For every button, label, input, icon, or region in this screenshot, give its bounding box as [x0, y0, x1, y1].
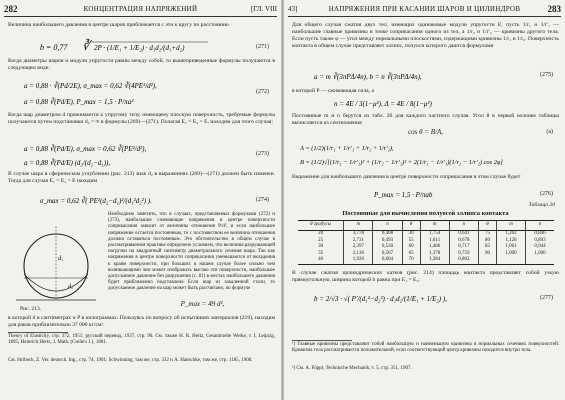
formula-n-delta — [292, 96, 559, 110]
table-cell — [526, 257, 554, 264]
right-running-head: НАПРЯЖЕНИЯ ПРИ КАСАНИИ ШАРОВ И ЦИЛИНДРОВ — [328, 5, 521, 13]
table-cell: 1,000 — [496, 251, 525, 258]
table-cell: 0,493 — [373, 238, 402, 245]
formula-cos-theta-text: cos θ = B/A, — [408, 128, 443, 136]
table-cell: 30 — [402, 231, 420, 238]
left-chapter-mark: [ГЛ. VIII — [250, 5, 277, 13]
table-row — [298, 251, 554, 258]
table-cell: 1,926 — [344, 257, 373, 264]
svg-text:a = m ∛(3πPΔ/4n), b = n ∛(3π: a = m ∛(3πPΔ/4n), b = n ∛(3πPΔ/4n), — [314, 73, 422, 81]
table-cell: 1,754 — [420, 231, 449, 238]
formula-pmax: P_max = 49 d², — [180, 300, 225, 308]
right-paragraph-2: в которой P — сжимающая сила, а — [292, 88, 374, 94]
table-cell: 2,731 — [344, 238, 373, 245]
right-section-mark: 43] — [288, 5, 298, 13]
svg-text:∛: ∛ — [82, 39, 90, 53]
left-footnote-1: Theory of Elasticity, стр. 372, 1951; русский перевод, 1937, стр. 96. См. также H. R. Hertz, Gesammelte Werke, т. I, Leipzig, 1895; Heinrich Hertz, J. Math. (Crelle's J.), 1881. — [8, 334, 275, 346]
table-cell: 2,136 — [344, 251, 373, 258]
fig-label-d1: d₁ — [58, 256, 64, 262]
table-cell: 70 — [402, 257, 420, 264]
left-formula-271-lead: Когда диаметры шаров и модули упругости равны между собой, то вышеприведенные формулы получаются в следующем виде: — [8, 58, 275, 71]
right-page — [284, 0, 565, 400]
table-cell: 0,802 — [449, 257, 478, 264]
table-cell: 1,000 — [526, 251, 554, 258]
table-cell: 40 — [298, 257, 344, 264]
left-footnote-2: См. Stribeck, Z. Ver. deutsch. Ing., стр. 74, 1901; Schwinning, там же, стр. 332 и A. Hanschke, там же, стр. 1185, 1908. — [8, 358, 253, 363]
table-cell: 0,759 — [449, 251, 478, 258]
left-paragraph-1: Величина наибольшего давления в центре шаров приближается с эти к кругу по расстоянию — [8, 22, 229, 28]
figure-213-ball-in-socket — [10, 216, 102, 308]
table-row — [298, 238, 554, 245]
left-running-head: КОНЦЕНТРАЦИЯ НАПРЯЖЕНИЙ — [83, 5, 198, 13]
right-paragraph-3: Постоянные m и n берутся из табл. 20 для каждого частного случая. Угол θ в первой колонке таблицы вычисляется из соотношения — [292, 113, 559, 126]
table-header-cell: θ градусы — [298, 221, 344, 231]
formula-276 — [292, 188, 559, 200]
table-cell: 1,611 — [420, 238, 449, 245]
table-cell: 25 — [318, 237, 324, 243]
svg-text:b = 0,77: b = 0,77 — [40, 43, 68, 52]
table-cell: 0,678 — [449, 238, 478, 245]
left-paragraph-3: В случае шара в сферическом углублении (рис. 213) знак d₂ в выражениях (269)—(271) должен быть изменен. Тогда для случая E₁ = E₂ = E находим — [8, 171, 275, 184]
table-cell: 75 — [478, 231, 496, 238]
table-cell: 0,944 — [526, 244, 554, 251]
left-paragraph-4: Необходимо заметить, что в случаях, представляемых формулами (272) и (273), наибольшие сжимающие напряжения в центре поверхности соприкасания зависят от величины отношения P/d², и если наибольшее напряжение остается постоянным, то с постоянством ее величина отношения должна оставаться постоянным. Это обстоятельство в общем случае в рассматриваемом практике определено условием, что величина разрушающей нагрузки на квадратный сантиметр диаметрального сечения шара. Так как напряжения в центре поверхности соприкасания уменьшаются от вкладения к краям поверхности, при больших в нашем случае более сильно чем возникающими чем может изображать высоко эти поверхности, наибольшее допускаемое давление без разрушения (с. 81) в местах наибольшего давления будет приближенно подставлено Если шар из закаленной стали, то допускаемое давление на шар может быть рассчитано, по формуле — [108, 212, 275, 292]
svg-text:a = 0,88 · ∛(Pd/2E), σ_max =: a = 0,88 · ∛(Pd/2E), σ_max = 0,62 ∛(4PE²/d²), — [24, 82, 157, 90]
table-cell: 60 — [402, 244, 420, 251]
formula-271-number: (271) — [256, 44, 269, 50]
table-cell: 1,061 — [496, 244, 525, 251]
table-header-cell: m — [496, 221, 525, 231]
svg-text:B = (1/2)√[(1/r₁ − 1/r′₁)² + (: B = (1/2)√[(1/r₁ − 1/r′₁)² + (1/r₂ − 1/r′₂)² + 2(1/r₁ − 1/r′₁)(1/r₂ − 1/r′₂) cos 2φ] — [300, 159, 503, 166]
table-header-cell: θ — [478, 221, 496, 231]
table-cell: 20 — [318, 231, 324, 237]
table-cell: 85 — [478, 244, 496, 251]
table-cell: 0,846 — [526, 231, 554, 238]
formula-a-number: (а) — [546, 129, 553, 135]
formula-274-number: (274) — [256, 197, 269, 203]
left-footnote-rule — [8, 332, 68, 333]
table-cell: 0,641 — [449, 231, 478, 238]
right-paragraph-4: Выражение для наибольшего давления в центре поверхности соприкасания в этом случае будет — [292, 174, 521, 180]
table-header-cell: n — [526, 221, 554, 231]
svg-text:P_max = 1,5 · P/πab: P_max = 1,5 · P/πab — [374, 191, 433, 199]
left-running-header — [4, 4, 277, 17]
table-cell: 1,202 — [496, 231, 525, 238]
right-footnote-rule — [292, 340, 352, 341]
svg-text:b = 2/√3 · √( P′/(d₁²−d₂²) · d: b = 2/√3 · √( P′/(d₁²−d₂²) · d₁d₂/(1/E₁ + 1/E₂) ), — [314, 295, 447, 303]
formula-275 — [292, 66, 559, 86]
table-cell: 0,604 — [373, 257, 402, 264]
table-cell: 0,530 — [373, 244, 402, 251]
table-cell: 2,397 — [344, 244, 373, 251]
right-footnote-1: ¹) Главные кривизны представляют собой наибольшую и наименьшую кривизны в нормальных сечениях поверхностей. Кривизна тела рассматривается положительной, если соответствующий центр кривизны находится внутри тела. — [292, 342, 559, 354]
formula-cos-theta — [292, 128, 559, 138]
table-row — [298, 231, 554, 238]
table-cell: 35 — [318, 250, 324, 256]
formula-272-graphic — [22, 76, 252, 110]
svg-text:n = 4E / 3(1−μ²), Δ = 4E /: n = 4E / 3(1−μ²), Δ = 4E / 8(1−μ²) — [334, 100, 432, 108]
table-cell: 80 — [478, 238, 496, 245]
formula-276-graphic — [372, 188, 492, 200]
left-page — [0, 0, 281, 400]
table-cell: 65 — [402, 251, 420, 258]
formula-273-number: (273) — [256, 151, 269, 157]
table-20 — [298, 220, 554, 265]
svg-text:a = 0,88 ∛(Pd/E), P_max = 1,: a = 0,88 ∛(Pd/E), P_max = 1,5 · P/πa² — [24, 98, 134, 106]
formula-a-b — [292, 140, 559, 172]
formula-271-graphic — [38, 38, 238, 56]
right-paragraph-1: Для общего случая сжатия двух тел, имеющих одинаковые модули упругости E, пусть 1/r₁ и 1/r′₁ — наибольшие главные кривизны в точке соприкасания одного из тел, а 1/r₂ и 1/r′₂ — кривизны другого тела. Если пусть также φ — угол между нормальными плоскостями, содержащими кривизны 1/r₁ и 1/r₂. Поверхность контакта в общем случае представляет эллипс, полуоси которого даются формулами — [292, 22, 559, 49]
formula-277 — [292, 288, 559, 308]
left-paragraph-2: Когда шар диаметром d прижимается к упругому телу, имеющему плоскую поверхность, требуемые формулы получаются путем подстановки d₂ = ∞ в формулы (269)—(271). Полагая E₁ = E₂ = E, находим для этого случая: — [8, 112, 275, 125]
table-header-cell: m — [344, 221, 373, 231]
table-header-cell: θ — [402, 221, 420, 231]
svg-text:a = 0,88 ∛(Pd/E), σ_max = 0,: a = 0,88 ∛(Pd/E), σ_max = 0,62 ∛(PE²/d²), — [24, 145, 147, 153]
formula-276-number: (276) — [540, 191, 553, 197]
svg-text:σ_max = 0,62 ∛( PE²(d₂−d₁)²/(d: σ_max = 0,62 ∛( PE²(d₂−d₁)²/(d₁²d₂²) ). — [40, 197, 152, 205]
table-cell: 1,486 — [420, 244, 449, 251]
right-running-header — [288, 4, 561, 17]
formula-273 — [8, 140, 275, 170]
formula-275-graphic — [312, 66, 532, 86]
table-cell: 1,378 — [420, 251, 449, 258]
table-header-cell: n — [449, 221, 478, 231]
formula-a-b-graphic — [298, 140, 548, 172]
formula-n-delta-graphic — [332, 96, 532, 110]
fig-label-d2: d₂ — [68, 284, 74, 290]
table-cell: 0,717 — [449, 244, 478, 251]
table-cell: 90 — [478, 251, 496, 258]
table-cell: 0,567 — [373, 251, 402, 258]
table-cell: 1,128 — [496, 238, 525, 245]
table-cell: 3,778 — [344, 231, 373, 238]
formula-277-graphic — [312, 288, 532, 308]
table-cell: 0,893 — [526, 238, 554, 245]
table-header-cell: m — [420, 221, 449, 231]
table-cell: 55 — [402, 238, 420, 245]
table-20-title: Постоянные для вычисления полуосей эллипса контакта — [342, 210, 509, 217]
right-paragraph-5: В случае сжатия цилиндрических катков (рис. 214) площадь контакта представляет собой узкую прямоугольную, ширина которой b равна при E₁ = E₂: — [292, 270, 559, 283]
formula-273-graphic — [22, 140, 252, 170]
svg-text:2P · (1/E₁ + 1/E₂) · d₁d₂/(d₁+: 2P · (1/E₁ + 1/E₂) · d₁d₂/(d₁+d₂) — [94, 44, 185, 52]
svg-text:a = 0,88 ∛(Pd/E) (d₂/(d₂−d₁)),: a = 0,88 ∛(Pd/E) (d₂/(d₂−d₁)), — [24, 159, 111, 167]
table-header-row — [298, 221, 554, 231]
formula-272-number: (272) — [256, 89, 269, 95]
formula-275-number: (275) — [540, 72, 553, 78]
table-cell: 0,408 — [373, 231, 402, 238]
figure-213-caption: Рис. 213. — [20, 306, 42, 312]
table-header-cell: n — [373, 221, 402, 231]
table-cell — [478, 257, 496, 264]
formula-271 — [8, 38, 275, 56]
formula-272 — [8, 76, 275, 110]
right-page-number: 283 — [547, 4, 561, 14]
table-cell — [496, 257, 525, 264]
formula-277-number: (277) — [540, 295, 553, 301]
table-row — [298, 257, 554, 264]
left-page-number: 282 — [4, 4, 18, 14]
table-cell: 1,284 — [420, 257, 449, 264]
svg-text:A = (1/2)(1/r₁ + 1/r′₁ + 1/r₂: A = (1/2)(1/r₁ + 1/r′₁ + 1/r₂ + 1/r′₂), — [300, 145, 394, 152]
table-20-number: Таблица 20 — [528, 202, 555, 208]
left-paragraph-5: в которой d в сантиметрах и P в килограммах. Пользуясь по вопросу об испытаниях материалов (219), находим для раков приблизительно 37 000 кг/см². — [8, 315, 275, 328]
table-row — [298, 244, 554, 251]
right-footnote-2: ²) См. A. Föppl, Technische Mechanik, т. 5, стр. 351, 1907. — [292, 366, 412, 371]
table-cell: 30 — [318, 244, 324, 250]
